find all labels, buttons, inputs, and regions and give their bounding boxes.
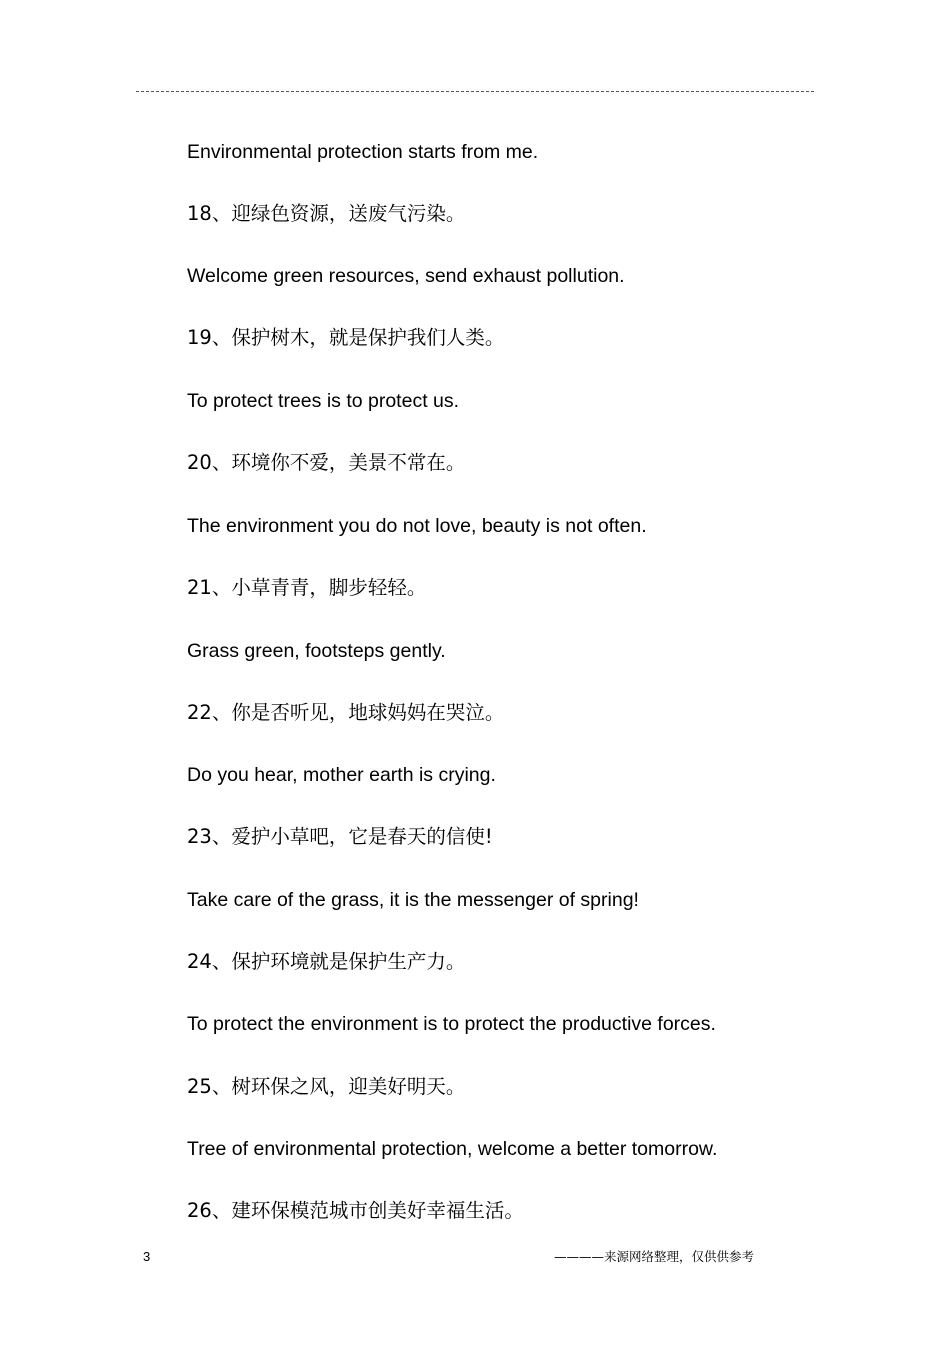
- text-line: Do you hear, mother earth is crying.: [187, 764, 496, 786]
- text-line: 23、爱护小草吧，它是春天的信使!: [187, 825, 493, 848]
- text-line: To protect the environment is to protect the productive forces.: [187, 1013, 716, 1035]
- text-line: Environmental protection starts from me.: [187, 141, 539, 163]
- page-number: 3: [143, 1249, 151, 1264]
- footer-note: ————来源网络整理，仅供供参考: [553, 1249, 754, 1264]
- text-line: 22、你是否听见，地球妈妈在哭泣。: [187, 701, 505, 724]
- text-line: Tree of environmental protection, welcome a better tomorrow.: [187, 1138, 718, 1160]
- text-line: 21、小草青青，脚步轻轻。: [187, 576, 427, 599]
- text-line: 26、建环保模范城市创美好幸福生活。: [187, 1199, 524, 1222]
- header-divider: [136, 91, 814, 92]
- text-line: 18、迎绿色资源，送废气污染。: [187, 202, 466, 225]
- text-line: Take care of the grass, it is the messenger of spring!: [187, 889, 639, 911]
- text-line: 25、树环保之风，迎美好明天。: [187, 1075, 466, 1098]
- text-line: 19、保护树木，就是保护我们人类。: [187, 326, 505, 349]
- text-line: To protect trees is to protect us.: [187, 390, 460, 412]
- text-line: Grass green, footsteps gently.: [187, 640, 446, 662]
- text-line: The environment you do not love, beauty is not often.: [187, 515, 647, 537]
- text-line: Welcome green resources, send exhaust pollution.: [187, 265, 625, 287]
- text-line: 24、保护环境就是保护生产力。: [187, 950, 466, 973]
- text-line: 20、环境你不爱，美景不常在。: [187, 451, 466, 474]
